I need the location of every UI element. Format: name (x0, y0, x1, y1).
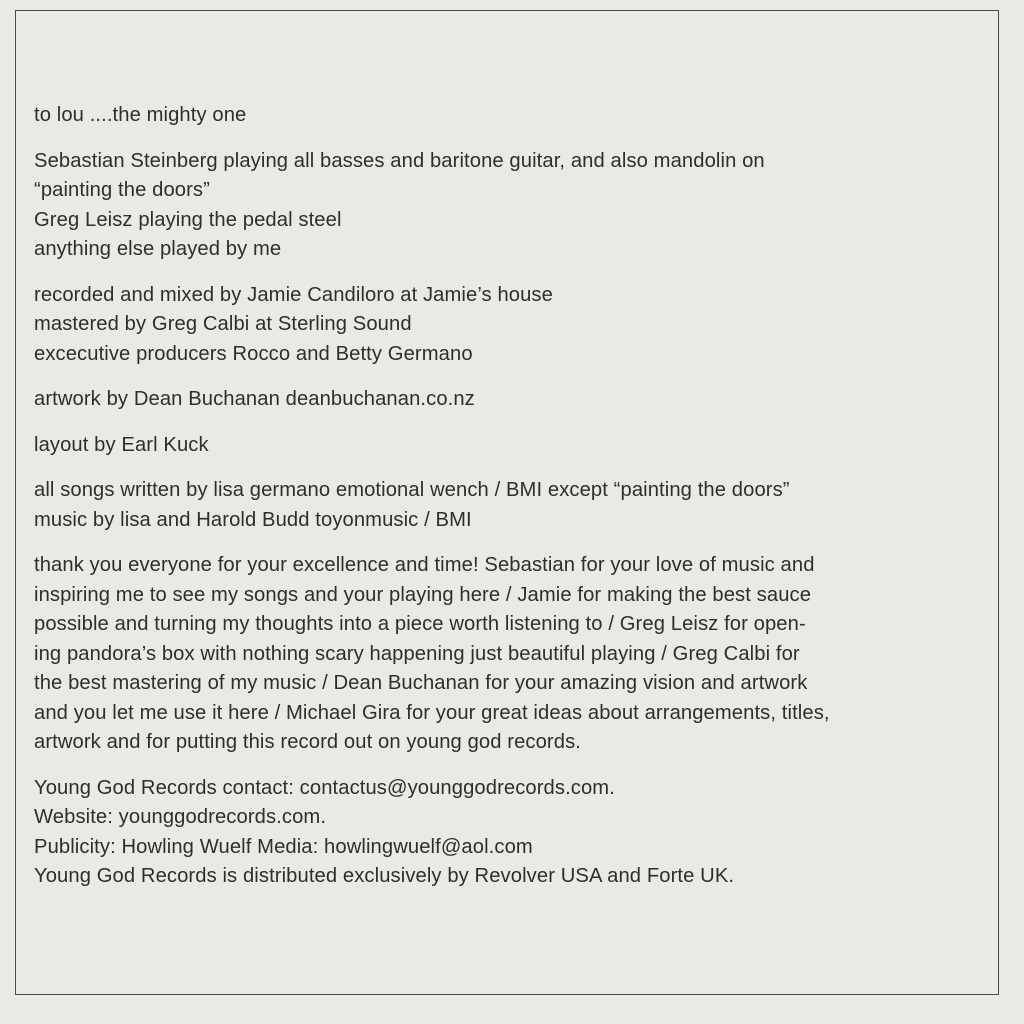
liner-notes-text (34, 101, 1004, 908)
dedication-line: to lou ....the mighty one (34, 104, 247, 126)
thanks-line: artwork and for putting this record out on young god records. (34, 731, 581, 753)
production-line: mastered by Greg Calbi at Sterling Sound (34, 313, 412, 335)
artwork-line: artwork by Dean Buchanan deanbuchanan.co.nz (34, 388, 475, 410)
musicians-line: “painting the doors” (34, 179, 210, 201)
production-line: recorded and mixed by Jamie Candiloro at Jamie’s house (34, 283, 553, 306)
contact-line: Young God Records contact: contactus@younggodrecords.com. (34, 776, 615, 799)
musicians-line: Greg Leisz playing the pedal steel (34, 208, 342, 231)
thanks-line: possible and turning my thoughts into a piece worth listening to / Greg Leisz for open- (34, 613, 806, 635)
contact-line: Website: younggodrecords.com. (34, 806, 327, 828)
contact-paragraph (34, 774, 1004, 892)
thanks-line: inspiring me to see my songs and your playing here / Jamie for making the best sauce (34, 583, 812, 606)
contact-line: Publicity: Howling Wuelf Media: howlingwuelf@aol.com (34, 835, 533, 858)
thanks-line: thank you everyone for your excellence and time! Sebastian for your love of music and (34, 554, 815, 576)
production-line: excecutive producers Rocco and Betty Germano (34, 342, 473, 365)
layout-credit-line: layout by Earl Kuck (34, 433, 209, 456)
production-paragraph (34, 281, 1004, 370)
songwriting-line: all songs written by lisa germano emotional wench / BMI except “painting the doors” (34, 479, 790, 501)
contact-line: Young God Records is distributed exclusively by Revolver USA and Forte UK. (34, 865, 735, 887)
thanks-paragraph (34, 551, 1004, 758)
thanks-line: ing pandora’s box with nothing scary happening just beautiful playing / Greg Calbi for (34, 642, 800, 665)
musicians-line: anything else played by me (34, 238, 282, 260)
artwork-paragraph (34, 385, 1004, 415)
layout-credit-paragraph (34, 431, 1004, 461)
thanks-line: and you let me use it here / Michael Gira for your great ideas about arrangements, titles, (34, 701, 830, 724)
songwriting-line: music by lisa and Harold Budd toyonmusic / BMI (34, 508, 472, 531)
thanks-line: the best mastering of my music / Dean Buchanan for your amazing vision and artwork (34, 672, 808, 694)
musicians-line: Sebastian Steinberg playing all basses and baritone guitar, and also mandolin on (34, 149, 765, 172)
songwriting-paragraph (34, 476, 1004, 535)
musicians-paragraph (34, 147, 1004, 265)
dedication-paragraph (34, 101, 1004, 131)
